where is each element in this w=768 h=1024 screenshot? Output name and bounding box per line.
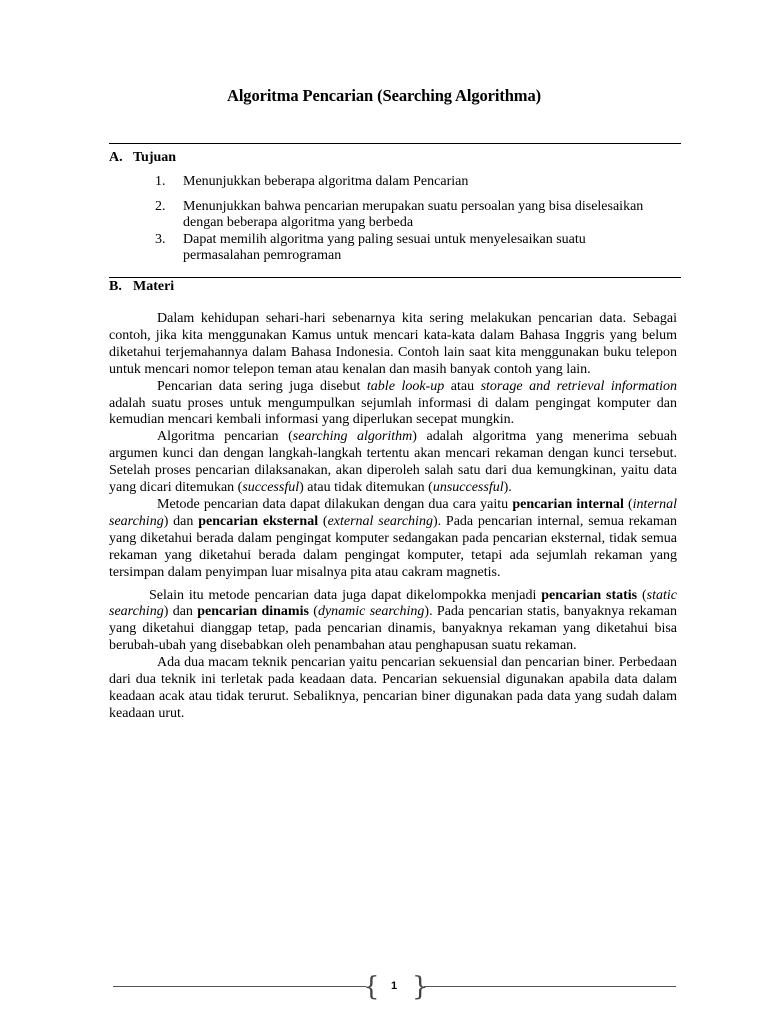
list-item-number: 2.	[155, 198, 166, 214]
goals-list	[155, 174, 655, 265]
italic-term: external searching	[327, 513, 433, 529]
italic-term: static searching	[109, 587, 678, 620]
list-item-text: Menunjukkan bahwa pencarian merupakan suatu persoalan yang bisa diselesaikan dengan beberapa algoritma yang berbeda	[183, 198, 644, 230]
paragraph-3	[109, 429, 677, 497]
section-divider-middle	[109, 277, 681, 278]
italic-term: searching algorithm	[292, 429, 413, 445]
text-run: (	[308, 604, 318, 620]
page-number: 1	[390, 980, 398, 992]
footer-rule-right	[424, 986, 676, 987]
paragraph-5	[109, 588, 677, 656]
text-run: Metode pencarian data dapat dilakukan dengan dua cara yaitu	[157, 496, 513, 512]
text-run: ) dan	[163, 604, 198, 620]
bold-term: pencarian dinamis	[197, 604, 309, 620]
italic-term: storage and retrieval information	[480, 378, 677, 394]
section-a-heading	[109, 150, 176, 166]
text-run: ) adalah algoritma yang menerima sebuah argumen kunci dan dengan langkah-langkah tertentu akan mencari rekaman dengan kunci tersebut. Setelah proses pencarian dilaksanakan, akan diperoleh salah satu dari dua kemungkinan, yaitu data yang dicari ditemukan (	[109, 429, 678, 496]
paragraph-4	[109, 497, 677, 582]
text-run: ) dan	[163, 513, 199, 529]
section-b-letter: B.	[109, 279, 122, 294]
text-run: (	[318, 513, 328, 529]
paragraph-2	[109, 379, 677, 430]
text-run: ). Pada pencarian internal, semua rekaman yang diketahui berada dalam pengingat komputer sedangakan pada pencarian eksternal, tidak semua rekaman yang diketahui berada dalam pengingat komputer, tetapi ada sejumlah rekaman yang tersimpan dalam penyimpan luar misalnya pita atau cakram magnetis.	[109, 513, 677, 580]
section-b-title: Materi	[133, 279, 175, 294]
text-run: (	[637, 587, 647, 603]
text-run: ) atau tidak ditemukan (	[299, 480, 433, 496]
text-run: atau	[444, 378, 481, 394]
footer-brace-left: {	[363, 972, 380, 1002]
list-item-text: Dapat memilih algoritma yang paling sesuai untuk menyelesaikan suatu permasalahan pemrograman	[183, 231, 586, 263]
document-title: Algoritma Pencarian (Searching Algorithma)	[227, 86, 541, 105]
footer-brace-right: }	[412, 972, 429, 1002]
text-run: ). Pada pencarian statis, banyaknya rekaman yang diketahui dianggap tetap, pada pencarian dinamis, banyaknya rekaman yang diketahui bisa berubah-ubah yang disebabkan oleh penambahan atau penghapusan suatu rekaman.	[109, 604, 677, 654]
list-item-number: 1.	[155, 174, 166, 189]
list-item-number: 3.	[155, 231, 166, 247]
italic-term: internal searching	[109, 496, 678, 529]
text-run: Pencarian data sering juga disebut	[157, 378, 367, 394]
section-a-letter: A.	[109, 150, 123, 165]
italic-term: successful	[242, 480, 300, 496]
bold-term: pencarian internal	[512, 496, 624, 512]
list-item	[155, 199, 655, 232]
text-run: Algoritma pencarian (	[157, 429, 293, 445]
list-item-text: Menunjukkan beberapa algoritma dalam Pencarian	[183, 174, 469, 189]
italic-term: table look-up	[366, 378, 445, 394]
text-run: ).	[503, 480, 512, 496]
section-b-heading	[109, 279, 174, 295]
text-run: Selain itu metode pencarian data juga dapat dikelompokka menjadi	[149, 587, 542, 603]
bold-term: pencarian statis	[541, 587, 638, 603]
bold-term: pencarian eksternal	[198, 513, 319, 529]
paragraph-6: Ada dua macam teknik pencarian yaitu pencarian sekuensial dan pencarian biner. Perbedaan dari dua teknik ini terletak pada keadaan data. Pencarian sekuensial digunakan apabila data dalam keadaan acak atau tidak terurut. Sebaliknya, pencarian biner digunakan pada data yang sudah dalam keadaan urut.	[109, 655, 677, 721]
materi-content	[109, 311, 677, 723]
paragraph-1: Dalam kehidupan sehari-hari sebenarnya kita sering melakukan pencarian data. Sebagai contoh, jika kita menggunakan Kamus untuk mencari kata-kata dalam Bahasa Inggris yang belum diketahui terjemahannya dalam Bahasa Indonesia. Contoh lain saat kita menggunakan buku telepon untuk mencari nomor telepon teman atau kenalan dan masih banyak contoh yang lain.	[109, 311, 677, 377]
list-item	[155, 174, 655, 191]
footer-rule-left	[113, 986, 366, 987]
section-a-title: Tujuan	[133, 150, 177, 165]
italic-term: unsuccessful	[432, 480, 504, 496]
text-run: (	[623, 496, 633, 512]
italic-term: dynamic searching	[317, 604, 425, 620]
text-run: adalah suatu proses untuk mengumpulkan sejumlah informasi di dalam pengingat komputer dan kemudian mencari kembali informasi yang diperlukan secepat mungkin.	[109, 395, 677, 428]
section-divider-top	[109, 143, 681, 144]
list-item	[155, 232, 655, 265]
